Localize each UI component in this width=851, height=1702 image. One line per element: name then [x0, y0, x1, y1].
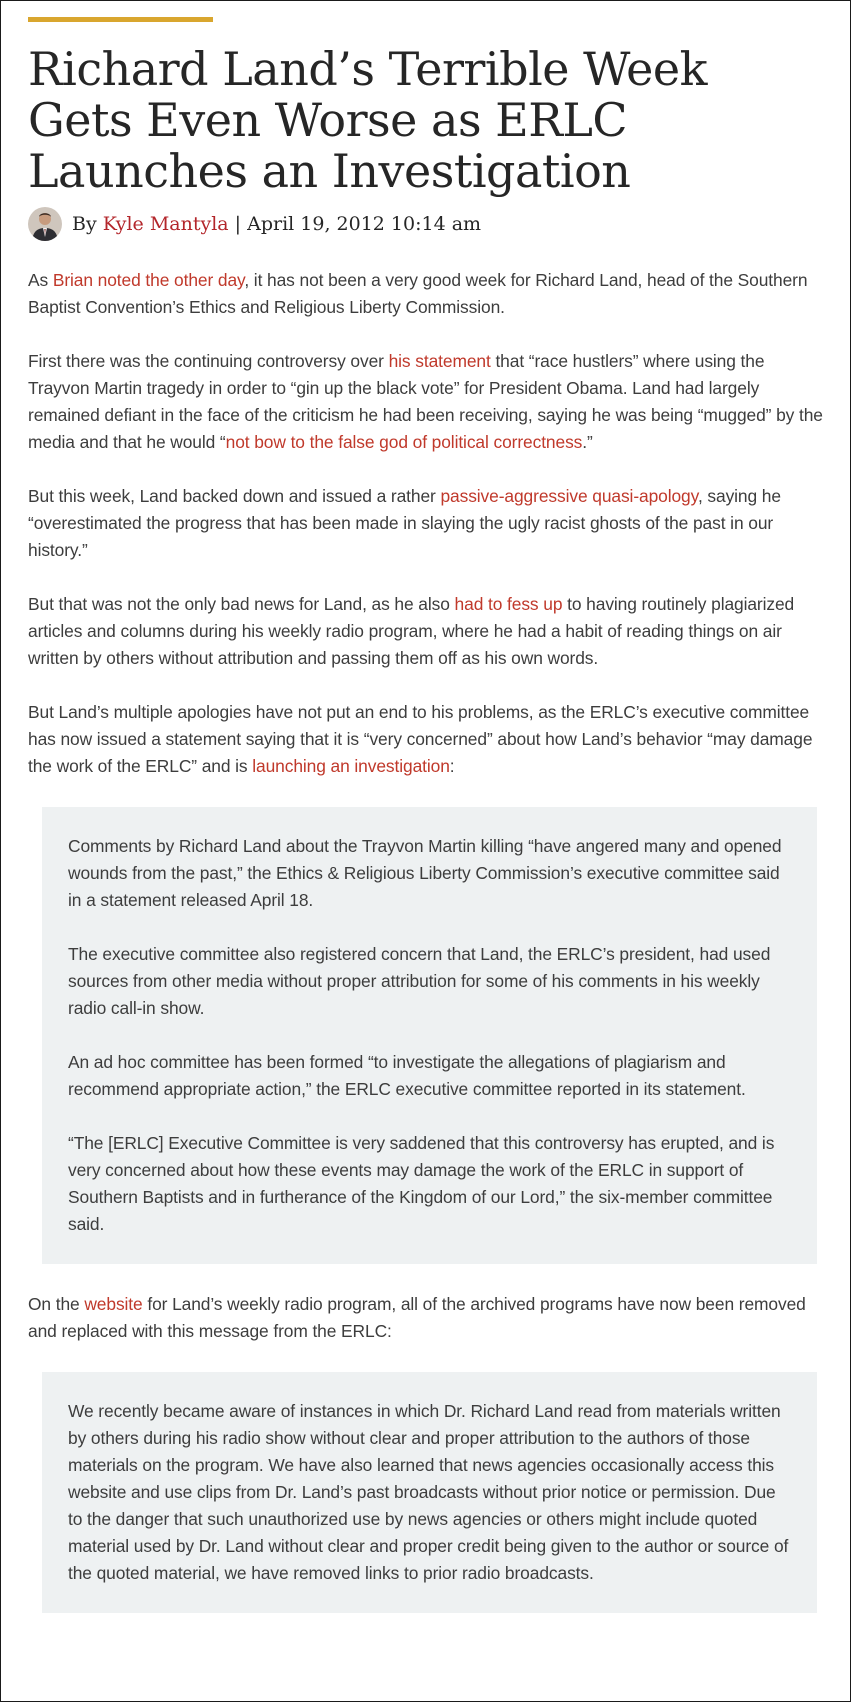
paragraph-text: .”: [582, 432, 593, 452]
paragraph-4: [28, 591, 823, 672]
blockquote-erlc-statement: [42, 807, 817, 1264]
link-false-god[interactable]: not bow to the false god of political correctness: [225, 432, 583, 452]
accent-bar: [28, 17, 213, 22]
link-brian-noted[interactable]: Brian noted the other day: [52, 270, 245, 290]
article-body: [28, 267, 823, 1613]
paragraph-text: , it has not been a very good week for Richard Land, head of the Southern Baptist Convention’s Ethics and Religious Liberty Commission.: [28, 270, 808, 317]
post-date: April 19, 2012 10:14 am: [247, 213, 482, 235]
paragraph-text: First there was the continuing controversy over: [28, 351, 389, 371]
author-avatar-icon: [28, 207, 62, 241]
author-link[interactable]: Kyle Mantyla: [102, 213, 229, 235]
paragraph-text: to having routinely plagiarized articles and columns during his weekly radio program, where he had a habit of reading things on air written by others without attribution and passing them off as his own words.: [28, 594, 795, 668]
link-website[interactable]: website: [84, 1294, 143, 1314]
paragraph-1: [28, 267, 823, 321]
quote-paragraph: “The [ERLC] Executive Committee is very saddened that this controversy has erupted, and is very concerned about how these events may damage the work of the ERLC in support of Southern Baptists and in furtherance of the Kingdom of our Lord,” the six-member committee said.: [68, 1133, 775, 1234]
paragraph-text: On the: [28, 1294, 85, 1314]
paragraph-3: [28, 483, 823, 564]
paragraph-text: But Land’s multiple apologies have not put an end to his problems, as the ERLC’s executive committee has now issued a statement saying that it is “very concerned” about how Land’s behavior “may damage the work of the ERLC” and is: [28, 702, 813, 776]
quote-paragraph: An ad hoc committee has been formed “to investigate the allegations of plagiarism and recommend appropriate action,” the ERLC executive committee reported in its statement.: [68, 1052, 746, 1099]
byline: [28, 207, 823, 241]
paragraph-text: that “race hustlers” where using the Trayvon Martin tragedy in order to “gin up the black vote” for President Obama. Land had largely remained defiant in the face of the criticism he had been receiving, saying he was being “mugged” by the media and that he would “: [28, 351, 823, 452]
paragraph-5: [28, 699, 823, 780]
quote-paragraph: The executive committee also registered concern that Land, the ERLC’s president, had used sources from other media without proper attribution for some of his comments in his weekly radio call-in show.: [68, 944, 771, 1018]
paragraph-text: :: [449, 756, 455, 776]
link-investigation[interactable]: launching an investigation: [252, 756, 450, 776]
paragraph-text: But this week, Land backed down and issued a rather: [28, 486, 441, 506]
byline-prefix: By: [72, 213, 103, 235]
article-page: [1, 17, 850, 1613]
paragraph-text: As: [28, 270, 53, 290]
link-fess-up[interactable]: had to fess up: [454, 594, 563, 614]
article-title: Richard Land’s Terrible Week Gets Even Worse as ERLC Launches an Investigation: [28, 42, 707, 198]
author-avatar[interactable]: [28, 207, 62, 241]
link-his-statement[interactable]: his statement: [388, 351, 491, 371]
quote-paragraph: We recently became aware of instances in which Dr. Richard Land read from materials written by others during his radio show without clear and proper attribution to the authors of those materials on the program. We have also learned that news agencies occasionally access this website and use clips from Dr. Land’s past broadcasts without prior notice or permission. Due to the danger that such unauthorized use by news agencies or others might include quoted material used by Dr. Land without clear and proper credit being given to the author or source of the quoted material, we have removed links to prior radio broadcasts.: [68, 1401, 789, 1583]
paragraph-text: , saying he “overestimated the progress that has been made in slaying the ugly racist ghosts of the past in our history.”: [28, 486, 781, 560]
quote-paragraph: Comments by Richard Land about the Trayvon Martin killing “have angered many and opened wounds from the past,” the Ethics & Religious Liberty Commission’s executive committee said in a statement released April 18.: [68, 836, 782, 910]
byline-separator: |: [228, 213, 248, 235]
paragraph-6: [28, 1291, 823, 1345]
paragraph-2: [28, 348, 823, 456]
paragraph-text: for Land’s weekly radio program, all of the archived programs have now been removed and replaced with this message from the ERLC:: [28, 1294, 806, 1341]
paragraph-text: But that was not the only bad news for Land, as he also: [28, 594, 455, 614]
blockquote-erlc-message: [42, 1372, 817, 1613]
link-quasi-apology[interactable]: passive-aggressive quasi-apology: [440, 486, 698, 506]
